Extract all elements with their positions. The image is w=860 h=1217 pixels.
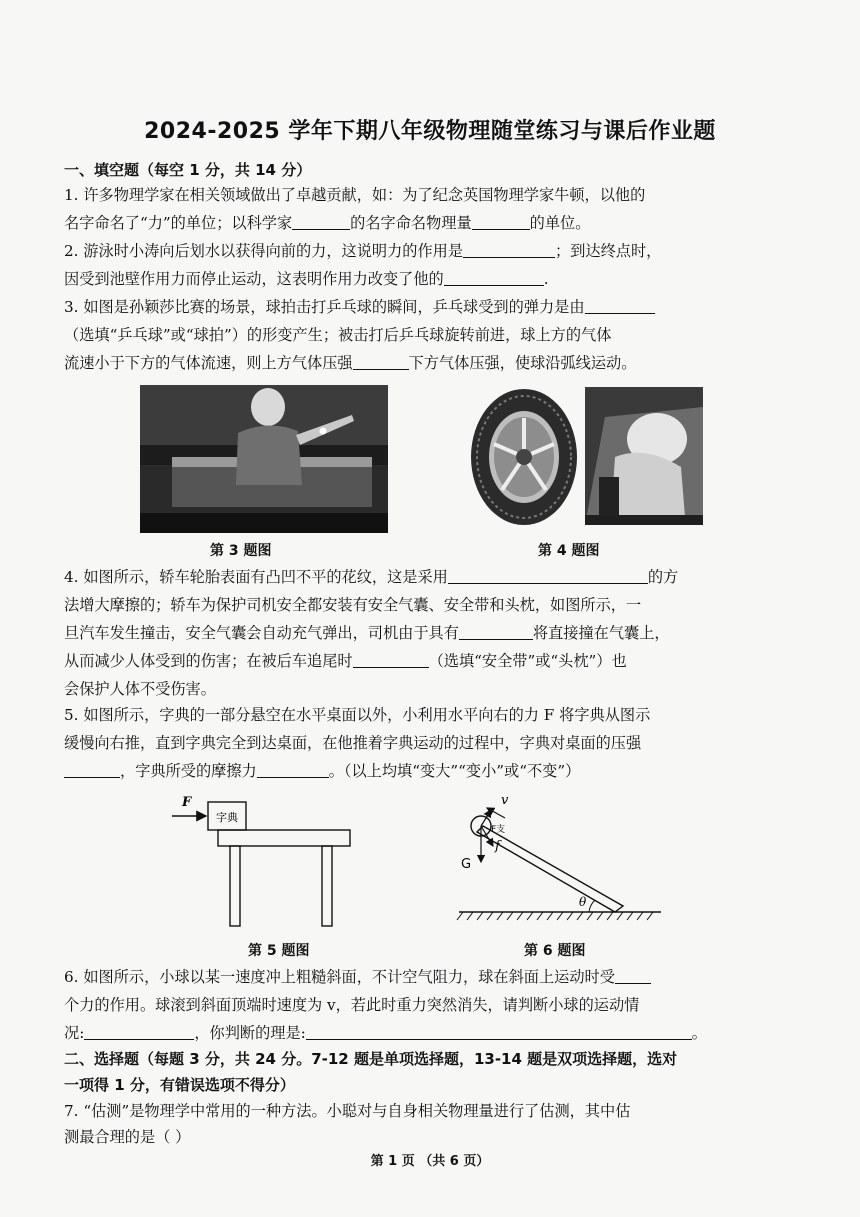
friction-label: f: [495, 839, 500, 854]
tire-photo: [468, 386, 580, 528]
q4-line1: [64, 566, 764, 588]
q5-blank-1[interactable]: [64, 761, 120, 778]
q4-line2: 法增大摩擦的；轿车为保护司机安全都安装有安全气囊、安全带和头枕，如图所示，一: [64, 596, 642, 614]
section-fill-in: 一、填空题（每空 1 分，共 14 分）: [64, 161, 312, 179]
q7-line2: 测最合理的是（ ）: [64, 1128, 191, 1146]
q1-text-c: 的单位。: [529, 214, 591, 232]
q4-text-e: 从而减少人体受到的伤害；在被后车追尾时: [64, 652, 353, 670]
q5-blank-2[interactable]: [257, 761, 329, 778]
q5-text-b: 。（以上均填“变大”“变小”或“不变”）: [328, 762, 581, 780]
q2-text-a: 2. 游泳时小涛向后划水以获得向前的力，这说明力的作用是: [64, 242, 464, 260]
q1-text-a: 名字命名了“力”的单位；以科学家: [64, 214, 293, 232]
q5-line3: [64, 760, 764, 782]
fig5-caption: 第 5 题图: [248, 943, 310, 959]
q1-line2: [64, 212, 764, 234]
q6-text-d: 。: [691, 1024, 707, 1042]
fig3-caption: 第 3 题图: [210, 543, 272, 559]
q2-text-d: .: [543, 270, 549, 288]
q6-text-a: 6. 如图所示，小球以某一速度冲上粗糙斜面，不计空气阻力，球在斜面上运动时受: [64, 968, 615, 986]
q1-text-b: 的名字命名物理量: [350, 214, 472, 232]
q4-blank-2[interactable]: [459, 623, 533, 640]
fig4-caption: 第 4 题图: [538, 543, 600, 559]
theta-label: θ: [579, 895, 587, 909]
q2-line1: [64, 240, 764, 262]
q5-text-a: ，字典所受的摩擦力: [120, 762, 257, 780]
q3-text-b: 流速小于下方的气体流速，则上方气体压强: [64, 354, 353, 372]
airbag-photo: [585, 387, 703, 525]
section-choice-line1: 二、选择题（每题 3 分，共 24 分。7-12 题是单项选择题，13-14 题是双项选择题，选对: [64, 1050, 678, 1068]
q6-text-b: 况:: [64, 1024, 85, 1042]
q4-blank-3[interactable]: [353, 651, 429, 668]
q1-line1: 1. 许多物理学家在相关领域做出了卓越贡献，如：为了纪念英国物理学家牛顿，以他的: [64, 186, 646, 204]
q1-blank-2[interactable]: [472, 213, 530, 230]
q1-blank-1[interactable]: [292, 213, 350, 230]
q6-text-c: ，你判断的理是:: [194, 1024, 306, 1042]
q3-line1: [64, 296, 764, 318]
q4-text-b: 的方: [647, 568, 679, 586]
q3-text-a: 3. 如图是孙颖莎比赛的场景，球拍击打乒乓球的瞬间，乒乓球受到的弹力是由: [64, 298, 585, 316]
table-tennis-photo: [140, 385, 388, 533]
q4-text-a: 4. 如图所示，轿车轮胎表面有凸凹不平的花纹，这是采用: [64, 568, 448, 586]
force-f-label: F: [182, 795, 192, 810]
q4-text-d: 将直接撞在气囊上，: [532, 624, 670, 642]
q4-blank-1[interactable]: [448, 567, 648, 584]
q6-blank-1[interactable]: [615, 967, 651, 984]
q2-line2: [64, 268, 764, 290]
section-choice-line2: 一项得 1 分，有错误选项不得分）: [64, 1076, 295, 1094]
dictionary-label: 字典: [216, 811, 238, 824]
q4-text-f: （选填“安全带”或“头枕”）也: [428, 652, 627, 670]
velocity-label: v: [501, 793, 509, 808]
fig6-caption: 第 6 题图: [524, 943, 586, 959]
q6-line1: [64, 966, 764, 988]
incline-ball-diagram: [455, 788, 667, 928]
q2-blank-2[interactable]: [444, 269, 544, 286]
q4-line5: 会保护人体不受伤害。: [64, 680, 216, 698]
q5-line1: 5. 如图所示，字典的一部分悬空在水平桌面以外，小利用水平向右的力 F 将字典从图示: [64, 706, 651, 724]
q3-line3: [64, 352, 764, 374]
q4-text-c: 旦汽车发生撞击，安全气囊会自动充气弹出，司机由于具有: [64, 624, 459, 642]
q7-line1: 7. “估测”是物理学中常用的一种方法。小聪对与自身相关物理量进行了估测，其中估: [64, 1102, 631, 1120]
q4-line4: [64, 650, 764, 672]
q2-blank-1[interactable]: [463, 241, 555, 258]
q5-line2: 缓慢向右推，直到字典完全到达桌面，在他推着字典运动的过程中，字典对桌面的压强: [64, 734, 642, 752]
normal-force-label: F支: [491, 825, 506, 835]
q6-blank-2[interactable]: [84, 1023, 194, 1040]
q4-line3: [64, 622, 764, 644]
q3-line2: （选填“乒乓球”或“球拍”）的形变产生；被击打后乒乓球旋转前进，球上方的气体: [64, 326, 612, 344]
q3-blank-1[interactable]: [585, 297, 655, 314]
page-footer: 第 1 页 （共 6 页）: [370, 1154, 490, 1169]
q6-line2: 个力的作用。球滚到斜面顶端时速度为 v，若此时重力突然消失，请判断小球的运动情: [64, 996, 640, 1014]
q6-blank-3[interactable]: [306, 1023, 692, 1040]
q6-line3: [64, 1022, 764, 1044]
q3-text-c: 下方气体压强，使球沿弧线运动。: [408, 354, 637, 372]
q2-text-b: ；到达终点时，: [555, 242, 662, 260]
q3-blank-2[interactable]: [353, 353, 409, 370]
dictionary-table-diagram: [170, 790, 370, 930]
page-title: 2024-2025 学年下期八年级物理随堂练习与课后作业题: [144, 119, 716, 144]
q2-text-c: 因受到池壁作用力而停止运动，这表明作用力改变了他的: [64, 270, 444, 288]
gravity-label: G: [461, 857, 472, 872]
